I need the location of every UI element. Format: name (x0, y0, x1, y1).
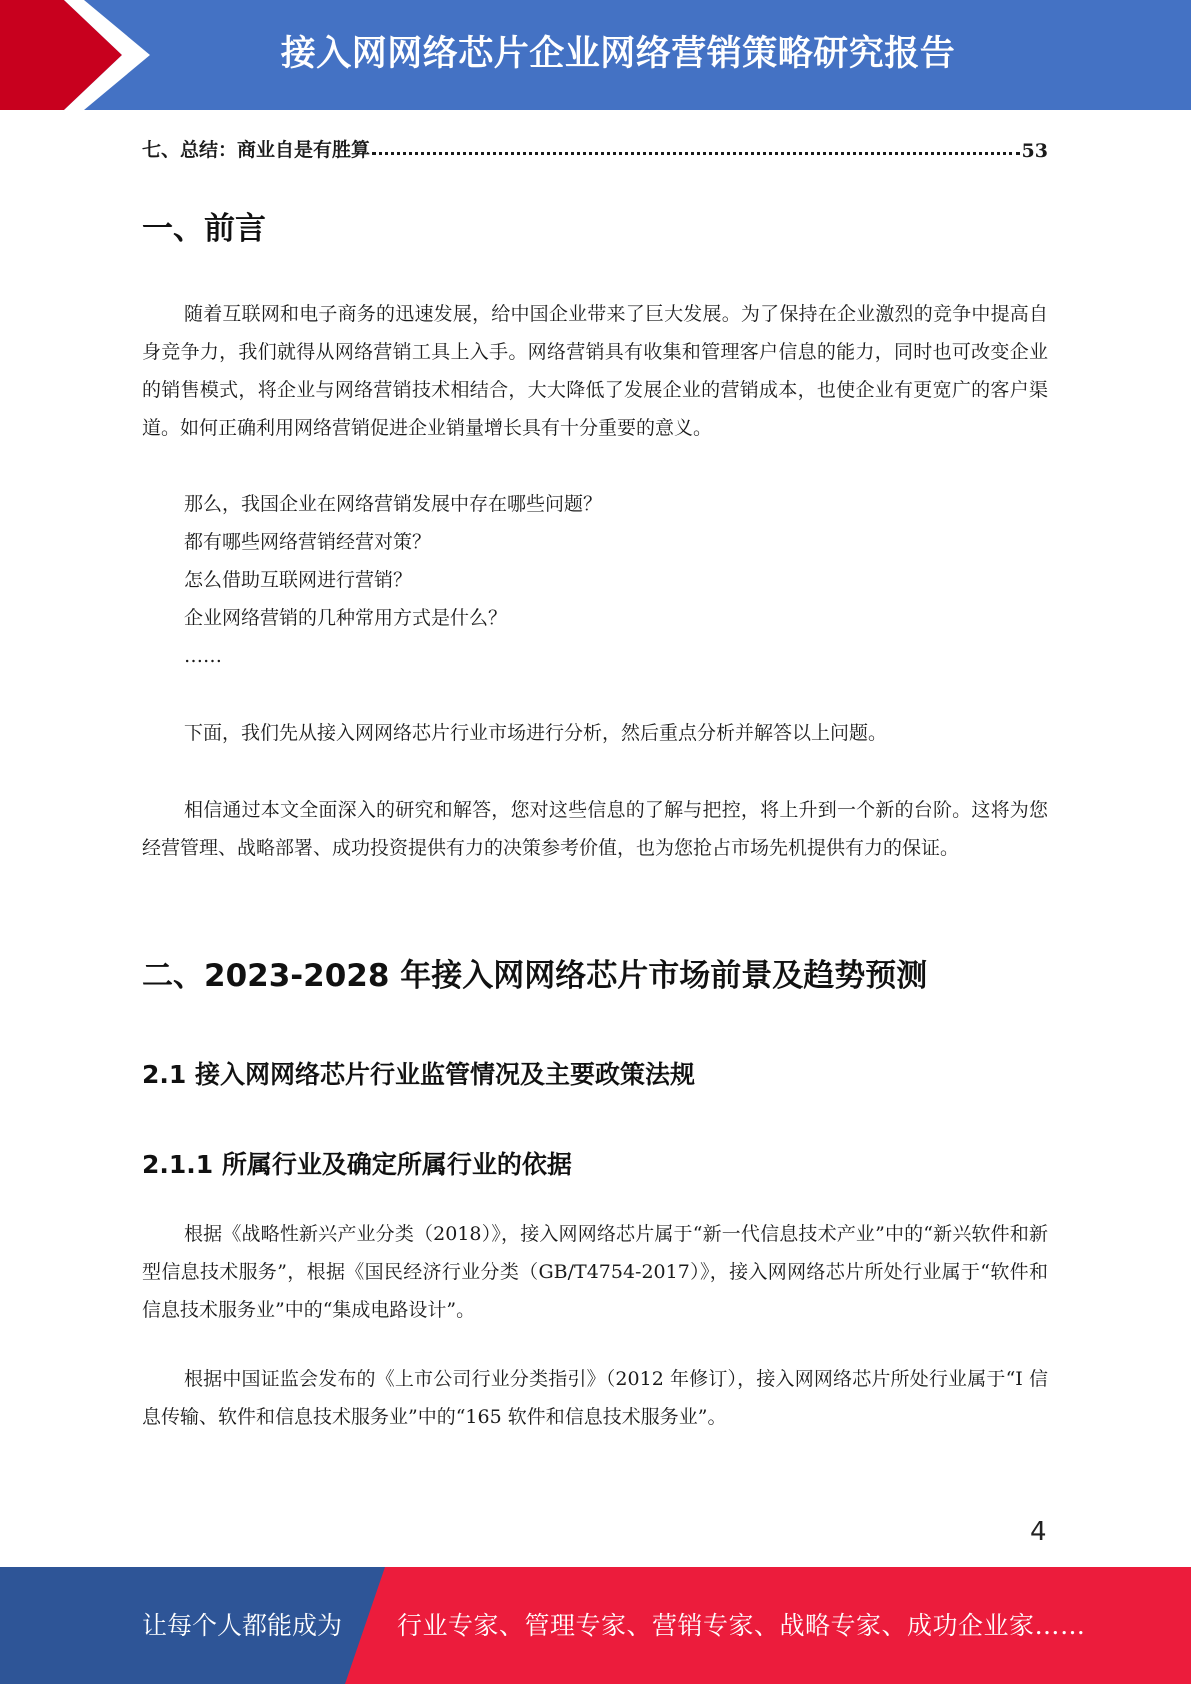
preface-question-4: 企业网络营销的几种常用方式是什么？ (184, 607, 508, 629)
footer-slogan-left: 让每个人都能成为 (142, 1611, 343, 1640)
preface-ellipsis: …… (184, 645, 222, 667)
preface-question-1: 那么，我国企业在网络营销发展中存在哪些问题？ (184, 493, 603, 515)
header-red-arrow-decoration (0, 0, 160, 110)
section-heading-preface: 一、前言 (142, 211, 266, 247)
toc-entry[interactable] (142, 128, 1048, 162)
classification-paragraph-1: 根据《战略性新兴产业分类（2018）》，接入网网络芯片属于“新一代信息技术产业”中的“新兴软件和新型信息技术服务”，根据《国民经济行业分类（GB/T4754-2017）》，接入网网络芯片所处行业属于“软件和信息技术服务业”中的“集成电路设计”。 (142, 1223, 1048, 1321)
footer-slogan-right: 行业专家、管理专家、营销专家、战略专家、成功企业家…… (397, 1611, 1086, 1640)
page-header (0, 0, 1191, 110)
page-number: 4 (1030, 1517, 1047, 1547)
subsection-heading-2-1-1: 2.1.1 所属行业及确定所属行业的依据 (142, 1150, 572, 1179)
preface-paragraph-2: 下面，我们先从接入网网络芯片行业市场进行分析，然后重点分析并解答以上问题。 (184, 722, 888, 744)
toc-entry-label: 七、总结：商业自是有胜算 (142, 139, 371, 161)
preface-question-3: 怎么借助互联网进行营销？ (184, 569, 413, 591)
preface-paragraph-3: 相信通过本文全面深入的研究和解答，您对这些信息的了解与把控，将上升到一个新的台阶。这将为您经营管理、战略部署、成功投资提供有力的决策参考价值，也为您抢占市场先机提供有力的保证。 (142, 799, 1048, 859)
page-footer (0, 1567, 1191, 1684)
report-title: 接入网网络芯片企业网络营销策略研究报告 (280, 34, 956, 74)
subsection-heading-2-1: 2.1 接入网网络芯片行业监管情况及主要政策法规 (142, 1060, 695, 1089)
toc-leader-dots (372, 152, 1020, 155)
toc-entry-page: 53 (1021, 140, 1048, 162)
section-heading-forecast: 二、2023-2028 年接入网网络芯片市场前景及趋势预测 (142, 958, 928, 994)
classification-paragraph-2: 根据中国证监会发布的《上市公司行业分类指引》（2012 年修订），接入网网络芯片所处行业属于“I 信息传输、软件和信息技术服务业”中的“165 软件和信息技术服务业”。 (142, 1368, 1048, 1428)
preface-paragraph-1: 随着互联网和电子商务的迅速发展，给中国企业带来了巨大发展。为了保持在企业激烈的竞争中提高自身竞争力，我们就得从网络营销工具上入手。网络营销具有收集和管理客户信息的能力，同时也可改变企业的销售模式，将企业与网络营销技术相结合，大大降低了发展企业的营销成本，也使企业有更宽广的客户渠道。如何正确利用网络营销促进企业销量增长具有十分重要的意义。 (142, 303, 1048, 439)
preface-question-2: 都有哪些网络营销经营对策？ (184, 531, 432, 553)
